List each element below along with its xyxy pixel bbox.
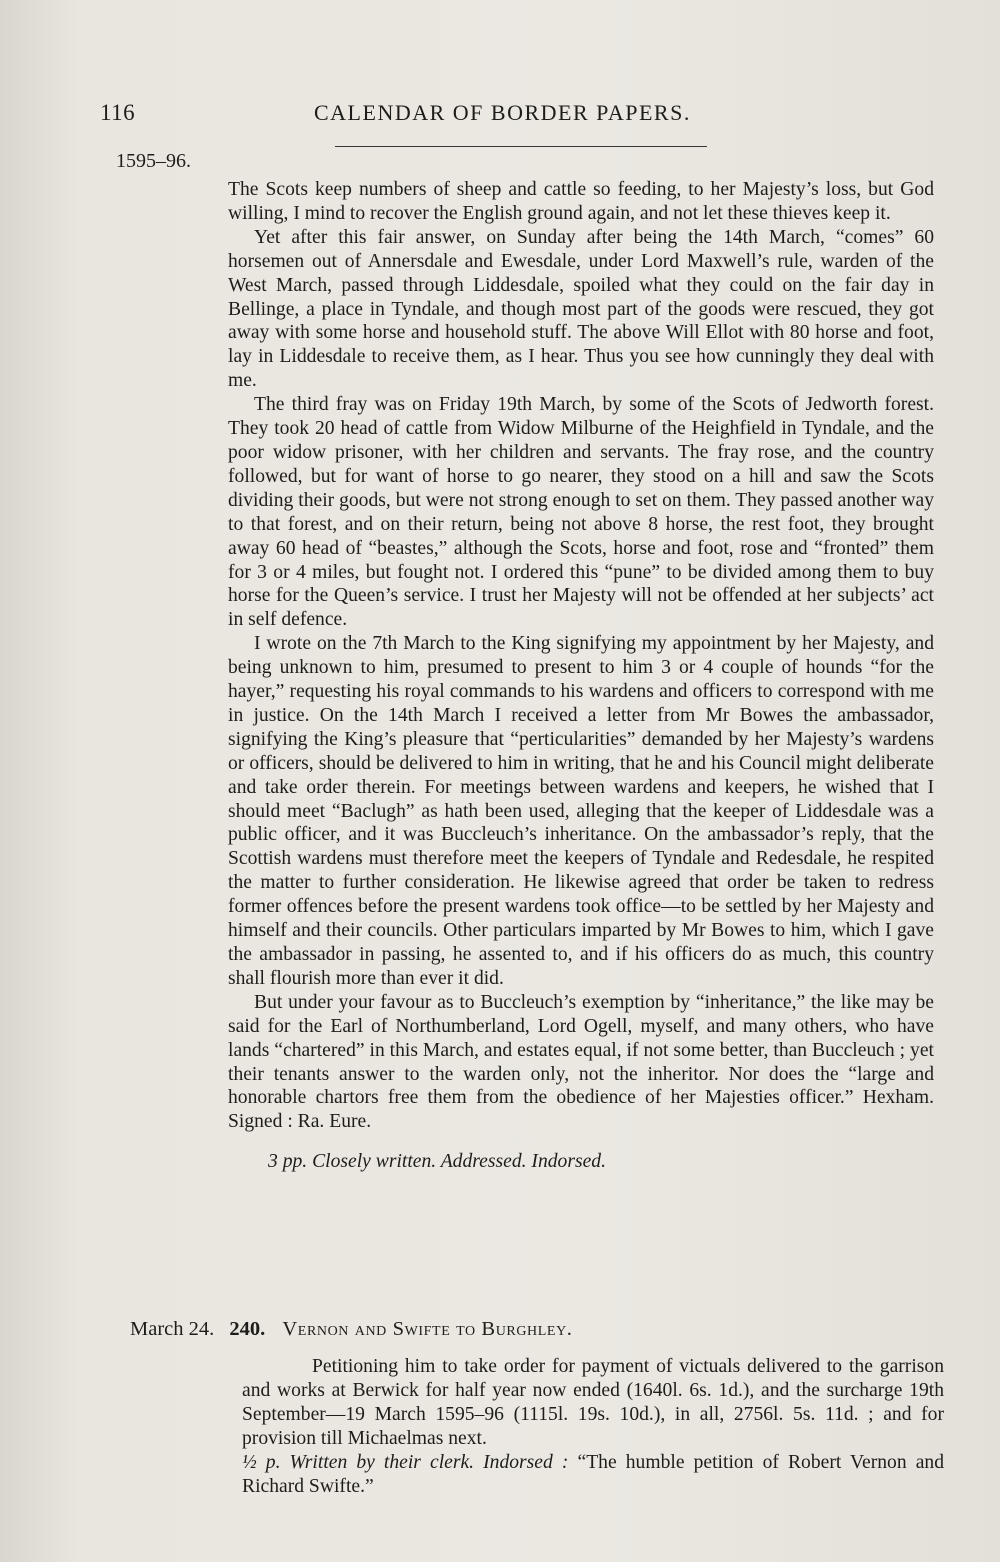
header-rule [335, 146, 707, 147]
paragraph: Yet after this fair answer, on Sunday after being the 14th March, “comes” 60 horsemen out of Annersdale and Ewesdale, under Lord Maxwell’s rule, warden of the West March, passed through Liddesdale, spoiled what they could on the fair day in Bellinge, a place in Tyndale, and though most part of the goods were rescued, they got away with some horse and household stuff. The above Will Ellot with 80 horse and foot, lay in Liddesdale to receive them, as I hear. Thus you see how cunningly they deal with me. [228, 226, 934, 392]
entry-heading [130, 1318, 930, 1341]
document-note: 3 pp. Closely written. Addressed. Indorsed. [268, 1151, 606, 1173]
entry-note-prefix: ½ p. Written by their clerk. Indorsed : [242, 1451, 569, 1473]
page-header [100, 100, 740, 140]
entry-note-quote: “The humble petition of Robert Vernon and Richard Swifte.” [242, 1451, 944, 1497]
entry-text: Petitioning him to take order for payment of victuals delivered to the garrison and works at Berwick for half year now ended (1640l. 6s. 1d.), and the surcharge 19th September—19 March 1595–96 (1115l. 19s. 10d.), in all, 2756l. 5s. 11d. ; and for provision till Michaelmas next. [242, 1356, 944, 1449]
paragraph: The Scots keep numbers of sheep and cattle so feeding, to her Majesty’s loss, but God willing, I mind to recover the English ground again, and not let these thieves keep it. [228, 179, 934, 224]
page-number: 116 [100, 100, 136, 125]
entry-title: Vernon and Swifte to Burghley. [282, 1318, 573, 1340]
paragraph: But under your favour as to Buccleuch’s exemption by “inheritance,” the like may be said for the Earl of Northumberland, Lord Ogell, myself, and many others, who have lands “chartered” in this March, and estates equal, if not some better, than Buccleuch ; yet their tenants answer to the warden only, not the inheritor. Nor does the “large and honorable chartors free them from the obedience of her Majesties officer.” Hexham. Signed : Ra. Eure. [228, 991, 934, 1133]
entry-date: March 24. [130, 1318, 215, 1340]
entry-body [242, 1355, 944, 1498]
running-title: CALENDAR OF BORDER PAPERS. [314, 100, 691, 125]
paragraph: I wrote on the 7th March to the King signifying my appointment by her Majesty, and being unknown to him, presumed to present to him 3 or 4 couple of hounds “for the hayer,” requesting his royal commands to his wardens and officers to correspond with me in justice. On the 14th March I received a letter from Mr Bowes the ambassador, signifying the King’s pleasure that “perticularities” demanded by her Majesty’s wardens or officers, should be delivered to him in writing, that he and his Council might deliberate and take order therein. For meetings between wardens and keepers, he wished that I should meet “Baclugh” as hath been used, alleging that the keeper of Liddesdale was a public officer, and it was Buccleuch’s inheritance. On the ambassador’s reply, that the Scottish wardens must therefore meet the keepers of Tyndale and Redesdale, he respited the matter to further consideration. He likewise agreed that order be taken to redress former offences before the present wardens took office—to be settled by her Majesty and himself and their councils. Other particulars imparted by Mr Bowes to him, which I gave the ambassador in passing, he assented to, and if his officers do as much, this country shall flourish more than ever it did. [228, 633, 934, 989]
letter-body [228, 178, 934, 1174]
paragraph: The third fray was on Friday 19th March, by some of the Scots of Jedworth forest. They took 20 head of cattle from Widow Milburne of the Heighfield in Tyndale, and the poor widow prisoner, with her children and servants. The fray rose, and the country followed, but for want of horse to go nearer, they stood on a hill and saw the Scots dividing their goods, but were not strong enough to set on them. They passed another way to that forest, and on their return, being not above 8 horse, the rest foot, they brought away 60 head of “beastes,” although the Scots, horse and foot, rose and “fronted” them for 3 or 4 miles, but fought not. I ordered this “pune” to be divided among them to buy horse for the Queen’s service. I trust her Majesty will not be offended at her subjects’ act in self defence. [228, 394, 934, 631]
entry-note [242, 1451, 944, 1499]
margin-year: 1595–96. [116, 150, 191, 172]
entry-number: 240. [229, 1318, 266, 1340]
